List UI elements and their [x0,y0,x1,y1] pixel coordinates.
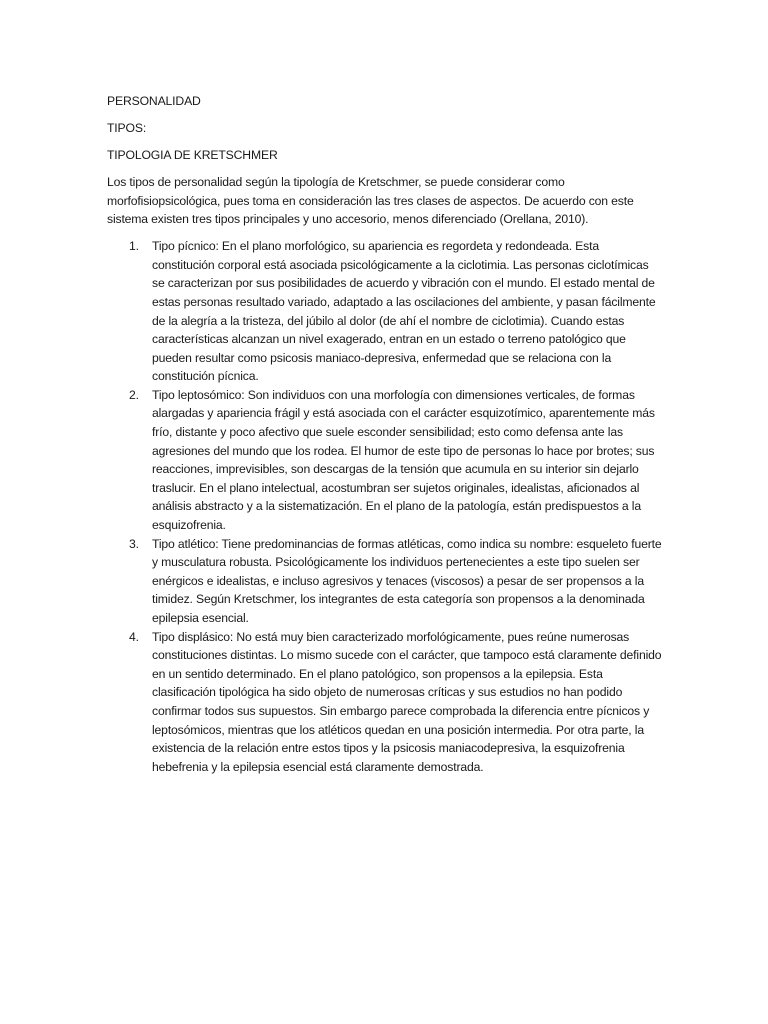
list-item-number: 3. [129,536,139,551]
document-body [107,92,663,776]
heading-tipologia: TIPOLOGIA DE KRETSCHMER [107,147,278,162]
list-item [107,237,663,386]
list-item [107,535,663,628]
heading-tipos: TIPOS: [107,120,147,135]
list-item-number: 1. [129,239,139,254]
list-item-text: Tipo leptosómico: Son individuos con una morfología con dimensiones verticales, de formas alargadas y apariencia frágil y está asociada con el carácter esquizotímico, aparentemente más frío, distante y poco afectivo que suele esconder sensibilidad; esto como defensa ante las agresiones del mundo que los rodea. El humor de este tipo de personas lo hace por brotes; sus reacciones, imprevisibles, son descargas de la tensión que acumula en su interior sin dejarlo traslucir. En el plano intelectual, acostumbran ser sujetos originales, idealistas, aficionados al análisis abstracto y a la sistematización. En el plano de la patología, están predispuestos a la esquizofrenia. [152,387,655,533]
list-item-text: Tipo pícnico: En el plano morfológico, su apariencia es regordeta y redondeada. Esta constitución corporal está asociada psicológicamente a la ciclotimia. Las personas ciclotímicas se caracterizan por sus posibilidades de acuerdo y vibración con el mundo. El estado mental de estas personas resultado variado, adaptado a las oscilaciones del ambiente, y pasan fácilmente de la alegría a la tristeza, del júbilo al dolor (de ahí el nombre de ciclotimia). Cuando estas características alcanzan un nivel exagerado, entran en un estado o terreno patológico que pueden resultar como psicosis maniaco-depresiva, enfermedad que se relaciona con la constitución pícnica. [152,239,656,384]
list-item-text: Tipo displásico: No está muy bien caracterizado morfológicamente, pues reúne numerosas constituciones distintas. Lo mismo sucede con el carácter, que tampoco está claramente definido en un sentido determinado. En el plano patológico, son propensos a la epilepsia. Esta clasificación tipológica ha sido objeto de numerosas críticas y sus estudios no han podido confirmar todos sus supuestos. Sin embargo parece comprobada la diferencia entre pícnicos y leptosómicos, mientras que los atléticos quedan en una posición intermedia. Por otra parte, la existencia de la relación entre estos tipos y la psicosis maniacodepresiva, la esquizofrenia hebefrenia y la epilepsia esencial está claramente demostrada. [152,629,662,774]
list-item-text: Tipo atlético: Tiene predominancias de formas atléticas, como indica su nombre: esqueleto fuerte y musculatura robusta. Psicológicamente los individuos pertenecientes a este tipo suelen ser enérgicos e idealistas, e incluso agresivos y tenaces (viscosos) a pesar de ser propensos a la timidez. Según Kretschmer, los integrantes de esta categoría son propensos a la denominada epilepsia esencial. [152,536,662,625]
heading-personalidad: PERSONALIDAD [107,94,201,108]
list-item [107,628,663,777]
list-item-number: 4. [129,629,139,644]
list-item-number: 2. [129,387,139,402]
intro-paragraph: Los tipos de personalidad según la tipología de Kretschmer, se puede considerar como morfofisiopsicológica, pues toma en consideración las tres clases de aspectos. De acuerdo con este sistema existen tres tipos principales y uno accesorio, menos diferenciado (Orellana, 2010). [107,174,634,227]
list-item [107,386,663,535]
types-list [107,237,663,776]
